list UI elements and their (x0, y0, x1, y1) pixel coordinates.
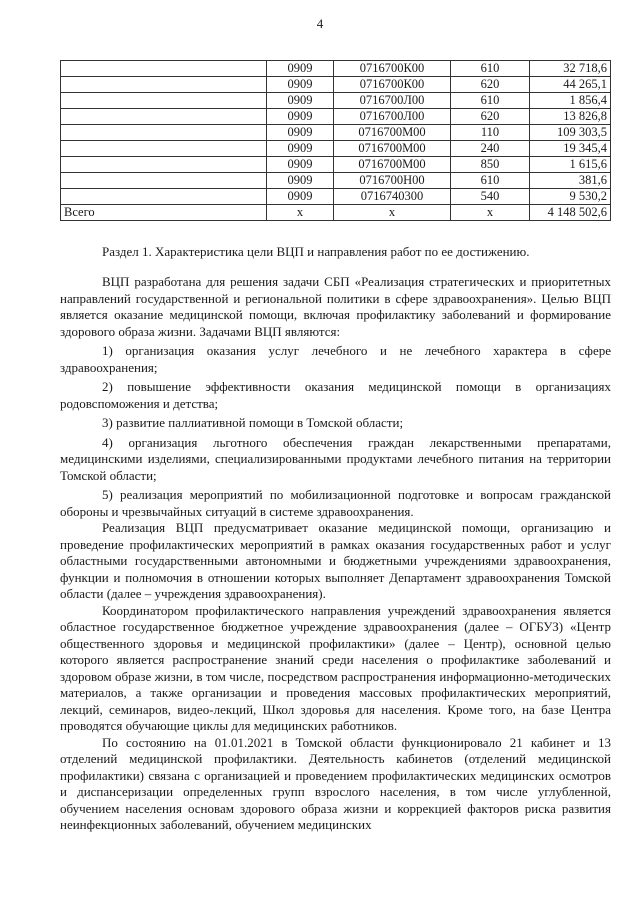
table-row (61, 173, 611, 189)
paragraph-task-3: 3) развитие паллиативной помощи в Томской области; (102, 415, 404, 430)
table-cell: Всего (61, 205, 267, 221)
section-title: Раздел 1. Характеристика цели ВЦП и направления работ по ее достижению. (102, 244, 530, 259)
table-cell: 0909 (267, 189, 334, 205)
table-cell: 0909 (267, 93, 334, 109)
table-row (61, 189, 611, 205)
paragraph-task-5: 5) реализация мероприятий по мобилизационной подготовке и вопросам гражданской обороны и чрезвычайных ситуаций в системе здравоохранения. (60, 487, 611, 519)
paragraph-task-4: 4) организация льготного обеспечения граждан лекарственными препаратами, медицинскими изделиями, специализированными продуктами лечебного питания на территории Томской области; (60, 434, 611, 483)
table-cell: 850 (451, 157, 530, 173)
table-cell: 0909 (267, 61, 334, 77)
table-cell (61, 77, 267, 93)
paragraph-implementation: Реализация ВЦП предусматривает оказание медицинской помощи, организацию и проведение профилактических мероприятий в рамках оказания государственных работ и услуг областными государственными автономными и бюджетными учреждениями здравоохранения, функции и полномочия в отношении которых выполняет Департамент здравоохранения Томской области (далее – учреждения здравоохранения). (60, 520, 611, 601)
table-cell: 13 826,8 (530, 109, 611, 125)
table-cell (61, 141, 267, 157)
paragraph-intro: ВЦП разработана для решения задачи СБП «Реализация стратегических и приоритетных направлений государственной и региональной политики в сфере здравоохранения». Целью ВЦП является оказание медицинской помощи, включая профилактику заболеваний и формирование здорового образа жизни. Задачами ВЦП являются: (60, 274, 611, 339)
table-row (61, 61, 611, 77)
table-cell: 0716700Н00 (334, 173, 451, 189)
table-row (61, 141, 611, 157)
table-cell: 9 530,2 (530, 189, 611, 205)
table-row (61, 93, 611, 109)
paragraph-task-2: 2) повышение эффективности оказания медицинской помощи в организациях родовспоможения и детства; (60, 379, 611, 411)
table-cell: 381,6 (530, 173, 611, 189)
table-cell: 0716700К00 (334, 61, 451, 77)
page-number: 4 (316, 16, 324, 31)
paragraph-coordinator: Координатором профилактического направления учреждений здравоохранения является областное государственное бюджетное учреждение здравоохранения (далее – ОГБУЗ) «Центр общественного здоровья и медицинской профилактики» (далее – Центр), основной целью которого является распространение знаний среди населения о профилактике заболеваний и здоровом образе жизни, в том числе, посредством распространения информационно-методических материалов, а также организации и проведения массовых профилактических мероприятий, лекций, семинаров, видео-лекций, Школ здоровья для населения. Кроме того, на базе Центра проводятся обучающие циклы для медицинских работников. (60, 602, 611, 733)
table-cell: 110 (451, 125, 530, 141)
table-row (61, 205, 611, 221)
table-cell: 0716700К00 (334, 77, 451, 93)
table-cell (61, 173, 267, 189)
table-cell: 610 (451, 93, 530, 109)
body-text (60, 274, 611, 834)
table-cell (61, 125, 267, 141)
table-cell: 0909 (267, 77, 334, 93)
table-cell: 620 (451, 109, 530, 125)
table-cell: 1 615,6 (530, 157, 611, 173)
table-cell (61, 109, 267, 125)
table-cell: 540 (451, 189, 530, 205)
table-cell: 44 265,1 (530, 77, 611, 93)
table-cell: 0716700М00 (334, 141, 451, 157)
table-cell: 0716700М00 (334, 157, 451, 173)
table-cell: 109 303,5 (530, 125, 611, 141)
table-cell: 610 (451, 173, 530, 189)
table-cell: 620 (451, 77, 530, 93)
table-cell: х (451, 205, 530, 221)
table-cell: 0909 (267, 141, 334, 157)
budget-table (60, 60, 611, 221)
table-row (61, 157, 611, 173)
table-cell: 1 856,4 (530, 93, 611, 109)
table-cell: 0909 (267, 173, 334, 189)
paragraph-task-1: 1) организация оказания услуг лечебного и не лечебного характера в сфере здравоохранения; (60, 343, 611, 375)
table-cell (61, 189, 267, 205)
budget-table-body (61, 61, 611, 221)
paragraph-status: По состоянию на 01.01.2021 в Томской области функционировало 21 кабинет и 13 отделений медицинской профилактики. Деятельность кабинетов (отделений медицинской профилактики) связана с организацией и проведением профилактических медицинских осмотров и диспансеризации определенных групп взрослого населения, в том числе углубленной, обучением населения основам здорового образа жизни и коррекцией факторов риска развития неинфекционных заболеваний, обучением медицинских (60, 734, 611, 832)
table-cell: 240 (451, 141, 530, 157)
table-cell: 0909 (267, 109, 334, 125)
table-cell: 19 345,4 (530, 141, 611, 157)
table-row (61, 125, 611, 141)
table-row (61, 109, 611, 125)
table-row (61, 77, 611, 93)
table-cell: 4 148 502,6 (530, 205, 611, 221)
table-cell: 0716700М00 (334, 125, 451, 141)
table-cell (61, 93, 267, 109)
table-cell (61, 157, 267, 173)
table-cell: х (334, 205, 451, 221)
table-cell: 0909 (267, 125, 334, 141)
table-cell (61, 61, 267, 77)
table-cell: 0716740300 (334, 189, 451, 205)
table-cell: 0716700Л00 (334, 109, 451, 125)
table-cell: 32 718,6 (530, 61, 611, 77)
table-cell: 0716700Л00 (334, 93, 451, 109)
table-cell: 610 (451, 61, 530, 77)
table-cell: 0909 (267, 157, 334, 173)
table-cell: х (267, 205, 334, 221)
